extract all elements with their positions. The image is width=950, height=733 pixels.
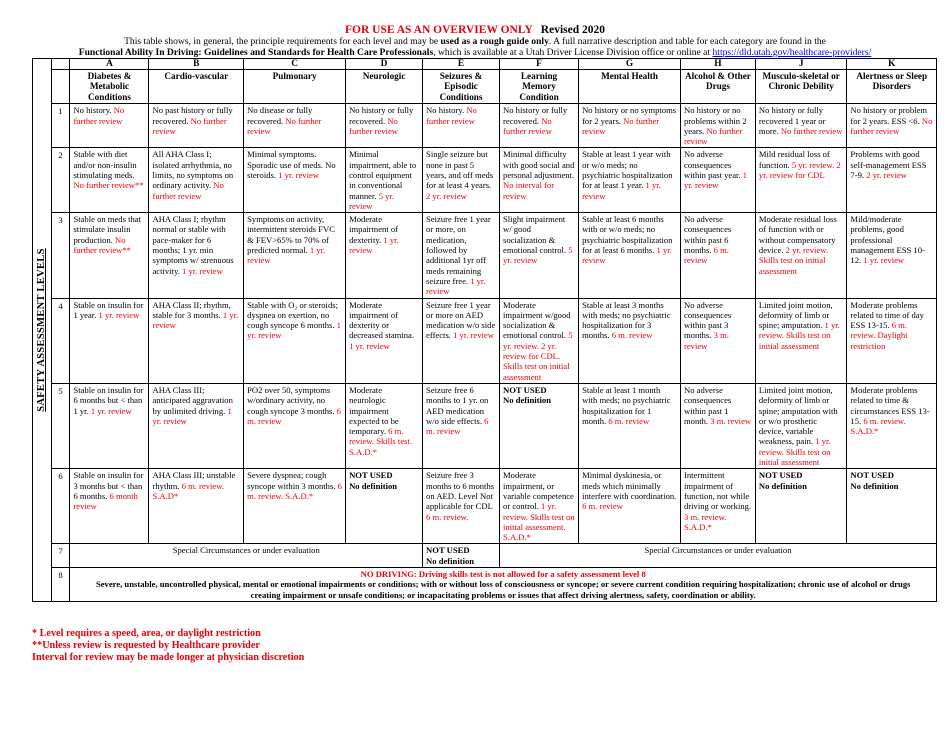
special-circumstances-left: Special Circumstances or under evaluation: [70, 544, 423, 568]
review-interval: 6 m. review: [684, 245, 729, 266]
criteria-text: Mild/moderate problems, good professional management ESS 10-12.: [850, 214, 925, 266]
review-interval: No further review: [73, 105, 125, 126]
criteria-cell: [244, 469, 346, 544]
criteria-text: No history or no symptoms for 2 years.: [582, 105, 677, 126]
criteria-cell: [681, 213, 756, 298]
criteria-text: Intermittent impairment of function, not while driving or working.: [684, 470, 752, 512]
column-letter: E: [423, 59, 500, 70]
review-interval: 1 yr. review: [453, 330, 494, 341]
criteria-cell: [579, 469, 681, 544]
not-used-label: NOT USED: [850, 470, 894, 481]
review-interval: 2 yr. review: [866, 170, 907, 180]
review-interval: 6 m. review. S.A.D*: [152, 480, 225, 501]
criteria-text: No disease or fully recovered.: [247, 105, 313, 126]
review-interval: 1 yr. review: [152, 405, 232, 426]
criteria-text: Seizure free 1 year or more on AED medication w/o side effects.: [426, 299, 496, 341]
criteria-text: Moderate impairment w/good socialization & emotional control.: [503, 299, 571, 341]
side-label-cell: [33, 59, 52, 602]
criteria-cell: [755, 298, 847, 383]
review-interval: 5 yr. review. 2 yr. review for CDL. Skills test on initial assessment: [503, 330, 573, 382]
criteria-cell: [423, 213, 500, 298]
criteria-text: Minimal difficulty with good social and personal adjustment.: [503, 149, 575, 180]
criteria-cell: [149, 104, 244, 148]
revised-label: Revised 2020: [540, 24, 605, 36]
level-row: [33, 104, 937, 148]
criteria-cell: [500, 383, 579, 468]
review-interval: No interval for review: [503, 180, 555, 201]
corner-cell: [51, 70, 70, 104]
criteria-cell: [149, 383, 244, 468]
criteria-cell: [346, 298, 423, 383]
criteria-cell: [70, 469, 149, 544]
review-interval: No further review: [426, 105, 477, 126]
review-interval: 1 yr. review: [98, 309, 140, 320]
column-letter: H: [681, 59, 756, 70]
review-interval: 2 yr. review. Skills test on initial assessment: [758, 245, 829, 276]
criteria-cell: [500, 469, 579, 544]
criteria-cell: [346, 469, 423, 544]
criteria-cell: [579, 298, 681, 383]
criteria-text: Minimal dyskinesia, or meds which minimally interfere with coordination.: [582, 470, 677, 501]
criteria-cell: [346, 104, 423, 148]
criteria-cell: [346, 148, 423, 213]
review-interval: 6 m. review. S.A.D.*: [850, 415, 906, 437]
healthcare-providers-link[interactable]: https://dld.utah.gov/healthcare-providers/: [712, 47, 872, 58]
criteria-text: Stable at least 3 months with meds; no psychiatric hospitalization for 3 months.: [582, 299, 671, 341]
review-interval: No further review: [684, 125, 743, 147]
column-header: Mental Health: [579, 70, 681, 104]
criteria-cell: [681, 104, 756, 148]
column-letter: J: [755, 59, 847, 70]
level-row: [33, 213, 937, 298]
criteria-text: All AHA Class I; isolated arrhythmia, no limits, no symptoms on ordinary activity.: [152, 149, 234, 191]
criteria-cell: [847, 213, 937, 298]
criteria-text: No adverse consequences within past 3 months.: [684, 299, 732, 341]
criteria-cell: [579, 213, 681, 298]
review-interval: 6 m. review: [608, 415, 650, 426]
criteria-cell: [500, 298, 579, 383]
criteria-cell: [423, 383, 500, 468]
criteria-cell: [847, 148, 937, 213]
no-definition-label: No definition: [850, 480, 899, 491]
no-driving-warning: NO DRIVING: Driving skills test is not allowed for a safety assessment level 8: [360, 568, 646, 579]
criteria-cell: [681, 298, 756, 383]
criteria-cell: [847, 383, 937, 468]
criteria-cell: [70, 104, 149, 148]
criteria-text: AHA Class II; rhythm, stable for 3 months.: [152, 299, 231, 320]
criteria-text: No adverse consequences within past 6 months.: [684, 214, 732, 256]
review-interval: 6 m. review. Daylight restriction: [850, 320, 908, 351]
no-definition-label: No definition: [503, 395, 552, 406]
review-interval: 1 yr. review: [582, 180, 661, 201]
review-interval: 1 yr. review. Skills test on initial assessment: [758, 320, 840, 351]
not-used-label: NOT USED: [503, 384, 547, 395]
criteria-text: No adverse consequences within past 1 month.: [684, 384, 732, 426]
review-interval: 6 m. review: [611, 330, 653, 341]
criteria-text: No history or fully recovered 1 year or more.: [758, 105, 826, 136]
review-interval: 1 yr. review: [90, 405, 132, 416]
level-row-8: [33, 567, 937, 601]
review-interval: No further review: [349, 115, 398, 136]
criteria-text: Stable at least 1 year with or w/o meds; no psychiatric hospitalization for at least 1 year.: [582, 149, 673, 191]
criteria-cell: [423, 469, 500, 544]
review-interval: 6 m. review: [247, 405, 341, 426]
review-interval: 1 yr. review: [582, 245, 672, 266]
column-letter: A: [70, 59, 149, 70]
level-number: 6: [51, 469, 70, 544]
level-number: 3: [51, 213, 70, 298]
review-interval: 1 yr. review: [349, 234, 399, 256]
column-header: Musculo-skeletal or Chronic Debility: [755, 70, 847, 104]
level8-description: [70, 567, 937, 601]
criteria-text: Stable with diet and/or non-insulin stimulating meds.: [73, 149, 137, 180]
criteria-text: Stable on insulin for 3 months but < than 6 months.: [73, 470, 144, 501]
criteria-text: Moderate problems related to time & circumstances ESS 13-15.: [850, 384, 930, 426]
review-interval: No further review: [780, 125, 843, 136]
criteria-cell: [755, 104, 847, 148]
level-number: 1: [51, 104, 70, 148]
review-interval: No further review: [152, 180, 224, 201]
criteria-text: AHA Class III; unstable rhythm.: [152, 470, 236, 491]
criteria-cell: [244, 148, 346, 213]
criteria-text: Mild residual loss of function.: [758, 149, 830, 170]
review-interval: No further review**: [73, 180, 144, 191]
review-interval: 1 yr. review: [247, 245, 326, 266]
criteria-text: Single seizure but none in past 5 years, and off meds for at least 4 years.: [426, 149, 494, 191]
criteria-cell: [149, 148, 244, 213]
review-interval: 6 m. review. Skills test. S.A.D.*: [349, 426, 413, 457]
criteria-text: No adverse consequences within past year.: [684, 149, 741, 180]
level8-line-2: creating impairment or unsafe conditions; or incapacitating problems or issues that affect driving alertness, safety, coordination or ability.: [250, 589, 756, 600]
column-letter: B: [149, 59, 244, 70]
review-interval: 6 m. review: [582, 501, 623, 512]
special-circumstances-right: Special Circumstances or under evaluation: [500, 544, 937, 568]
no-definition-label: No definition: [758, 480, 807, 491]
column-header: Learning Memory Condition: [500, 70, 579, 104]
level-row: [33, 469, 937, 544]
review-interval: 5 yr. review: [349, 190, 394, 211]
criteria-cell: [847, 298, 937, 383]
no-definition-label: No definition: [349, 480, 398, 491]
column-header: Seizures & Episodic Conditions: [423, 70, 500, 104]
criteria-text: AHA Class III; anticipated aggravation by unlimited driving.: [152, 384, 233, 416]
criteria-text: No history.: [73, 105, 112, 116]
criteria-cell: [755, 383, 847, 468]
column-header: Pulmonary: [244, 70, 346, 104]
criteria-cell: [500, 104, 579, 148]
column-letter: D: [346, 59, 423, 70]
criteria-text: Moderate impairment, or variable competence or control.: [503, 470, 574, 512]
review-interval: No further review**: [73, 234, 131, 256]
document-title: FOR USE AS AN OVERVIEW ONLY Revised 2020: [344, 24, 605, 36]
review-interval: No further review: [503, 115, 552, 136]
criteria-text: Moderate impairment of dexterity.: [349, 214, 399, 245]
column-header: Diabetes & Metabolic Conditions: [70, 70, 149, 104]
intro-line-2: Functional Ability In Driving: Guidelines and Standards for Health Care Professionals, which is available at a Utah Driver License Division office or online at https://dld.utah.gov/healthcare-providers/: [78, 47, 872, 58]
criteria-text: Seizure free 3 months to 6 months on AED. Level Not applicable for CDL: [426, 470, 495, 512]
criteria-cell: [244, 213, 346, 298]
review-interval: 1 yr. review: [152, 309, 239, 331]
criteria-cell: [579, 383, 681, 468]
review-interval: 6 month review: [73, 490, 138, 512]
criteria-cell: [423, 148, 500, 213]
criteria-text: Stable at least 1 month with meds; no psychiatric hospitalization for 1 month.: [582, 384, 671, 426]
criteria-text: Stable at least 6 months with or w/o meds; no psychiatric hospitalization for at least 6 months.: [582, 214, 673, 256]
review-interval: 1 yr. review: [349, 340, 390, 351]
level-row: [33, 298, 937, 383]
review-interval: 1 yr. review: [278, 170, 319, 180]
criteria-cell: [847, 104, 937, 148]
criteria-cell: [70, 148, 149, 213]
criteria-text: Limited joint motion, deformity of limb or spine; amputation with or w/o prosthetic device, variable weakness, pain.: [758, 384, 838, 447]
level-number: 4: [51, 298, 70, 383]
criteria-text: No history or fully recovered.: [349, 105, 414, 126]
criteria-cell: [847, 469, 937, 544]
criteria-text: Minimal impairment, able to control equipment in conventional manner.: [349, 149, 417, 201]
review-interval: 3 m. review: [710, 415, 752, 426]
criteria-text: Stable on insulin for 6 months but < than 1 yr.: [73, 384, 144, 416]
review-interval: No further review: [850, 115, 933, 136]
not-used-label: NOT USED: [426, 545, 470, 556]
review-interval: 6 m. review: [426, 415, 489, 437]
criteria-text: No history or problem for 2 years. ESS <6.: [850, 105, 928, 126]
criteria-cell: [755, 148, 847, 213]
criteria-text: Minimal symptoms. Sporadic use of meds. No steroids.: [247, 149, 336, 180]
criteria-text: Moderate impairment of dexterity or decreased stamina.: [349, 299, 414, 341]
side-label: SAFETY ASSESSMENT LEVELS: [35, 248, 47, 412]
review-interval: 5 yr. review: [503, 245, 573, 266]
review-interval: 2 yr. review: [426, 190, 467, 201]
review-interval: 5 yr. review. 2 yr. review for CDL: [758, 159, 841, 180]
criteria-text: Moderate problems related to time of day ESS 13-15.: [850, 299, 924, 331]
criteria-text: PO2 over 50, symptoms w/ordinary activity, no cough syncope 3 months.: [247, 384, 335, 416]
criteria-text: No history or no problems within 2 years.: [684, 105, 747, 136]
review-interval: No further review: [582, 115, 660, 136]
level-row: [33, 148, 937, 213]
criteria-cell: [579, 148, 681, 213]
review-interval: 1 yr. review: [426, 275, 486, 297]
criteria-text: Symptoms on activity, intermittent steroids FVC & FEV>65% to 70% of predicted normal.: [247, 214, 335, 256]
corner-cell: [51, 59, 70, 70]
criteria-text: Limited joint motion, deformity of limb or spine; amputation.: [758, 299, 833, 331]
criteria-cell: [70, 383, 149, 468]
level-row: [33, 383, 937, 468]
safety-levels-table: [32, 58, 937, 602]
criteria-text: Stable on meds that stimulate insulin production.: [73, 214, 141, 245]
criteria-cell: [149, 469, 244, 544]
criteria-text: Moderate residual loss of function with or without compensatory device.: [758, 214, 837, 256]
criteria-cell: [681, 148, 756, 213]
criteria-cell: [579, 104, 681, 148]
criteria-cell: [423, 298, 500, 383]
level-number: 7: [51, 544, 70, 568]
column-letter: K: [847, 59, 937, 70]
column-letter: F: [500, 59, 579, 70]
footnote-interval: Interval for review may be made longer at physician discretion: [32, 652, 305, 663]
criteria-text: Stable with O₂ or steroids; dyspnea on exertion, no cough syncope 6 months.: [247, 299, 338, 331]
criteria-cell: [149, 298, 244, 383]
criteria-text: Severe dyspnea; cough syncope within 3 months.: [247, 470, 336, 491]
not-used-label: NOT USED: [758, 470, 803, 481]
review-interval: 6 m. review.: [426, 511, 469, 522]
review-interval: 1 yr. review: [863, 255, 905, 266]
footnote-review-request: **Unless review is requested by Healthcare provider: [32, 640, 260, 651]
review-interval: 6 m. review. S.A.D.*: [247, 480, 342, 501]
column-header: Alcohol & Other Drugs: [681, 70, 756, 104]
criteria-cell: [681, 469, 756, 544]
criteria-cell: [244, 383, 346, 468]
column-letter: C: [244, 59, 346, 70]
column-letter-row: [33, 59, 937, 70]
review-interval: No further review: [247, 115, 322, 136]
criteria-cell: [346, 213, 423, 298]
criteria-cell: [500, 148, 579, 213]
criteria-cell: [423, 104, 500, 148]
criteria-text: Seizure free 1 year or more, on medication, followed by additional 1yr off meds remaining seizure free.: [426, 214, 491, 286]
review-interval: 1 yr. review. Skills test on initial assessment: [758, 436, 831, 468]
criteria-text: No past history or fully recovered.: [152, 105, 233, 126]
column-header: Neurologic: [346, 70, 423, 104]
criteria-text: No history.: [426, 105, 465, 116]
review-interval: 1 yr. review: [684, 170, 748, 191]
no-definition-label: No definition: [426, 555, 475, 566]
criteria-text: Stable on insulin for 1 year.: [73, 299, 144, 320]
criteria-cell: [70, 298, 149, 383]
criteria-cell: [755, 469, 847, 544]
criteria-cell: [681, 383, 756, 468]
level8-line-1: Severe, unstable, uncontrolled physical, mental or emotional impairments or conditions; with or without loss of consciousness or syncope; or severe current condition requiring hospitalization; chronic use of alcohol or drugs: [95, 579, 911, 590]
not-used-label: NOT USED: [349, 470, 393, 481]
column-header: Cardio-vascular: [149, 70, 244, 104]
column-header: Alertness or Sleep Disorders: [847, 70, 937, 104]
level7-not-used-cell: [423, 544, 500, 568]
level-number: 5: [51, 383, 70, 468]
footnote-restriction: * Level requires a speed, area, or daylight restriction: [32, 628, 261, 639]
review-interval: 1 yr. review. Skills test on initial assessment. S.A.D.*: [503, 501, 575, 543]
criteria-cell: [244, 298, 346, 383]
review-interval: 1 yr. review: [182, 265, 223, 276]
column-letter: G: [579, 59, 681, 70]
criteria-cell: [346, 383, 423, 468]
column-header-row: [33, 70, 937, 104]
criteria-text: AHA Class I; rhythm normal or stable with pace-maker for 6 months; 1 yr. min symptoms w/ strenuous activity.: [152, 214, 234, 276]
criteria-text: Slight impairment w/ good socialization & emotional control.: [503, 214, 567, 256]
criteria-text: Moderate neurologic impairment expected to be temporary.: [349, 384, 399, 437]
level-row-7: [33, 544, 937, 568]
level-number: 8: [51, 567, 70, 601]
criteria-text: No history or fully recovered.: [503, 105, 568, 126]
intro-line-1: This table shows, in general, the principle requirements for each level and may be used as a rough guide only. A full narrative description and table for each category are found in the: [124, 36, 826, 47]
criteria-cell: [755, 213, 847, 298]
criteria-text: Seizure free 6 months to 1 yr. on AED medication w/o side effects.: [426, 384, 489, 426]
review-interval: 3 m. review: [684, 330, 729, 351]
review-interval: 3 m. review. S.A.D.*: [684, 511, 727, 532]
criteria-cell: [244, 104, 346, 148]
level-number: 2: [51, 148, 70, 213]
review-interval: 1 yr. review: [247, 320, 341, 341]
criteria-text: Problems with good self-management ESS 7-9.: [850, 149, 927, 180]
criteria-cell: [500, 213, 579, 298]
criteria-cell: [149, 213, 244, 298]
review-interval: No further review: [152, 115, 227, 136]
criteria-cell: [70, 213, 149, 298]
